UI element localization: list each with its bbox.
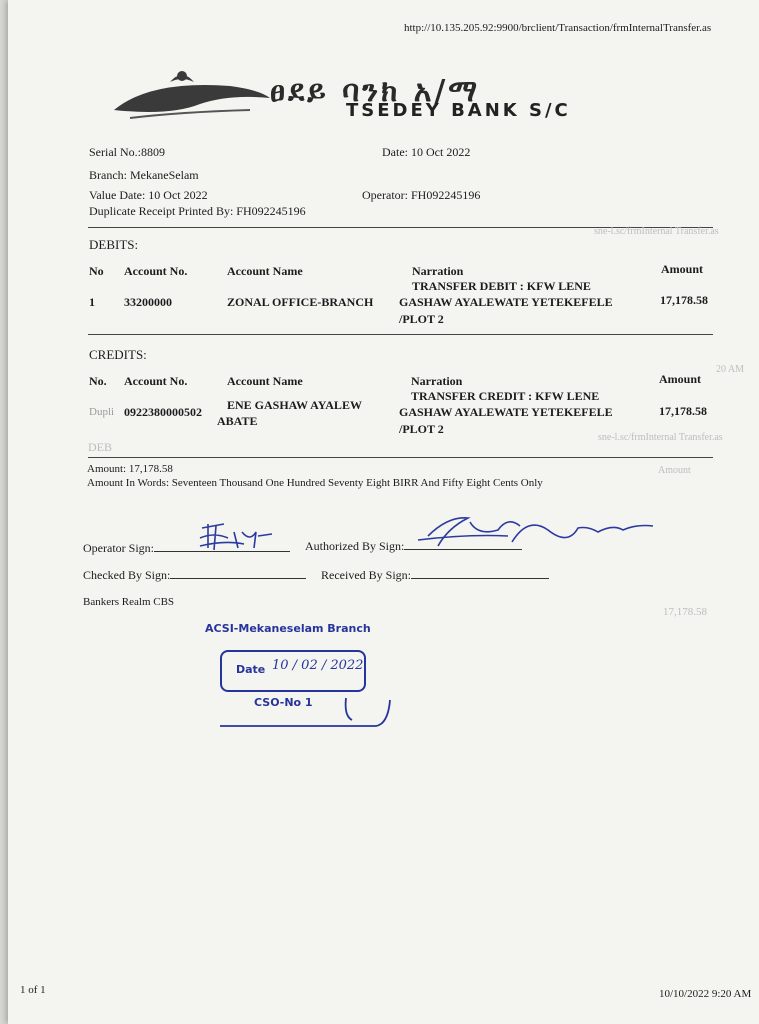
stamp-date-value: 10 / 02 / 2022 bbox=[272, 658, 364, 673]
credit-col-account-no: Account No. bbox=[124, 374, 188, 388]
ghost-amount-value: 17,178.58 bbox=[663, 606, 707, 618]
bank-name-english: TSEDEY BANK S/C bbox=[346, 100, 571, 121]
credit-narration-1: TRANSFER CREDIT : KFW LENE bbox=[411, 389, 600, 403]
divider bbox=[88, 457, 713, 458]
ghost-narration: sne-l.sc/frmInternal Transfer.as bbox=[594, 226, 719, 237]
stamp-underline-icon bbox=[216, 686, 396, 732]
debit-account-no: 33200000 bbox=[124, 295, 172, 309]
credit-narration-3: /PLOT 2 bbox=[399, 422, 444, 436]
credit-account-no: 0922380000502 bbox=[124, 405, 202, 419]
credit-narration-2: GASHAW AYALEWATE YETEKEFELE bbox=[399, 405, 613, 419]
stamp-cso: CSO-No 1 bbox=[254, 696, 313, 709]
divider bbox=[88, 334, 713, 335]
duplicate-printed-by: Duplicate Receipt Printed By: FH092245196 bbox=[89, 204, 306, 218]
print-datetime: 10/10/2022 9:20 AM bbox=[659, 988, 752, 1000]
total-amount: Amount: 17,178.58 bbox=[87, 463, 173, 475]
col-narration: Narration bbox=[412, 264, 464, 278]
authorized-sign-label: Authorized By Sign: bbox=[305, 537, 522, 554]
col-amount: Amount bbox=[661, 262, 704, 276]
amount-in-words: Amount In Words: Seventeen Thousand One Hundred Seventy Eight BIRR And Fifty Eight Cents Only bbox=[87, 477, 543, 489]
checked-sign-label: Checked By Sign: bbox=[83, 566, 306, 583]
serial-number: Serial No.:8809 bbox=[89, 145, 165, 159]
stamp-branch: ACSI-Mekaneselam Branch bbox=[205, 622, 371, 635]
credit-account-name-2: ABATE bbox=[217, 414, 258, 428]
received-sign-label: Received By Sign: bbox=[321, 566, 549, 583]
credits-title: CREDITS: bbox=[89, 347, 147, 362]
ghost-time: 20 AM bbox=[716, 364, 745, 375]
debit-narration-1: TRANSFER DEBIT : KFW LENE bbox=[412, 279, 591, 293]
software-name: Bankers Realm CBS bbox=[83, 596, 175, 608]
credit-amount: 17,178.58 bbox=[659, 404, 707, 418]
page-count: 1 of 1 bbox=[20, 984, 46, 996]
debit-narration-2: GASHAW AYALEWATE YETEKEFELE bbox=[399, 295, 613, 309]
bank-name-amharic: ፀደይ ባንክ አ/ማ bbox=[270, 74, 481, 109]
credit-account-name-1: ENE GASHAW AYALEW bbox=[227, 398, 362, 412]
col-account-name: Account Name bbox=[227, 264, 303, 278]
credit-col-account-name: Account Name bbox=[227, 374, 303, 388]
operator-signature-icon bbox=[194, 518, 274, 554]
col-no: No bbox=[89, 264, 104, 278]
operator: Operator: FH092245196 bbox=[362, 188, 481, 202]
debit-narration-3: /PLOT 2 bbox=[399, 312, 444, 326]
col-account-no: Account No. bbox=[124, 264, 188, 278]
credit-row-prefix: Dupli bbox=[89, 406, 115, 418]
page-url: http://10.135.205.92:9900/brclient/Transaction/frmInternalTransfer.as bbox=[404, 22, 712, 34]
debit-account-name: ZONAL OFFICE-BRANCH bbox=[227, 295, 374, 309]
receipt-date: Date: 10 Oct 2022 bbox=[382, 145, 471, 159]
debits-title: DEBITS: bbox=[89, 237, 139, 252]
debit-no: 1 bbox=[89, 295, 95, 309]
ghost-amount-word: Amount bbox=[658, 465, 691, 476]
operator-sign-label: Operator Sign: bbox=[83, 539, 290, 556]
receipt-page bbox=[8, 0, 759, 1024]
stamp-date-label: Date bbox=[236, 663, 266, 676]
credit-col-narration: Narration bbox=[411, 374, 463, 388]
debit-amount: 17,178.58 bbox=[660, 293, 708, 307]
bank-logo-icon bbox=[110, 66, 270, 136]
credit-col-amount: Amount bbox=[659, 372, 702, 386]
value-date: Value Date: 10 Oct 2022 bbox=[89, 188, 208, 202]
authorized-signature-icon bbox=[408, 506, 658, 556]
ghost-deb: DEB bbox=[88, 440, 112, 454]
credit-col-no: No. bbox=[89, 374, 107, 388]
ghost-narration-2: sne-l.sc/frmInternal Transfer.as bbox=[598, 432, 723, 443]
branch: Branch: MekaneSelam bbox=[89, 168, 199, 182]
